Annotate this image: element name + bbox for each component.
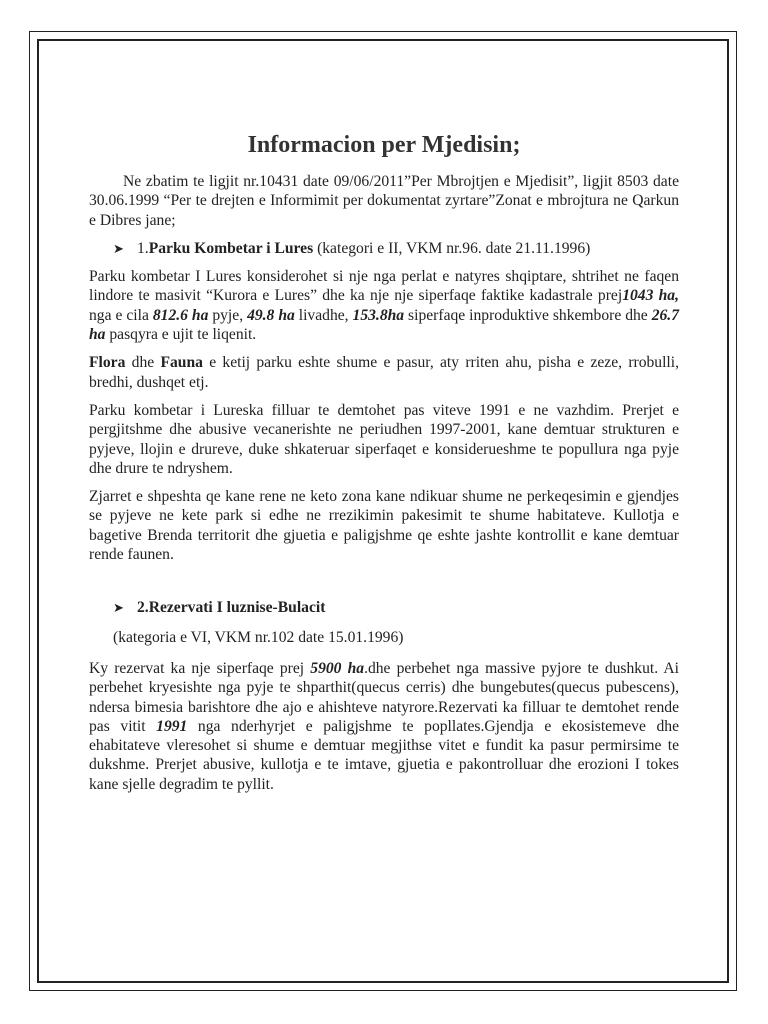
document-body — [89, 130, 679, 794]
section1-paragraph-2: Flora dhe Fauna e ketij parku eshte shume e pasur, aty rriten ahu, pisha e zeze, rrobulli, bredhi, dushqet etj. — [89, 354, 679, 391]
section2-heading — [113, 598, 679, 617]
arrow-bullet-icon: ➤ — [113, 240, 124, 256]
section2-name: 2.Rezervati I luznise-Bulacit — [137, 599, 326, 617]
section1-detail: (kategori e II, VKM nr.96. date 21.11.1996) — [313, 239, 591, 257]
section1-paragraph-3: Parku kombetar i Lureska filluar te demtohet pas viteve 1991 e ne vazhdim. Prerjet e pergjitshme dhe abusive vecanerishte ne periudhen 1997-2001, kane demtuar strukturen e pyjeve, llojin e drureve, duke shkateruar siperfaqet e konsiderueshme te popullura nga pyje dhe drure te ndryshem. — [89, 401, 679, 477]
section1-number: 1. — [137, 239, 149, 257]
section2-paragraph-1: Ky rezervat ka nje siperfaqe prej 5900 ha.dhe perbehet nga massive pyjore te dushkut. Ai perbehet kryesishte nga pyje te shparthit(quecus cerris) dhe bungebutes(quecus pubescens), ndersa bimesia barishtore dhe ajo e ahishteve natyrore.Rezervati ka filluar te demtohet rende pas vitit 1991 nga nderhyrjet e paligjshme te popllates.Gjendja e ekosistemeve dhe ehabitateve vleresohet si shume e demtuar megjithse vitet e fundit ka pasur permirsime te dukshme. Prerjet abusive, kullotja e te imtave, gjuetia e pakontrolluar dhe erozioni I tokes kane sjelle degradim te pyllit. — [89, 659, 679, 793]
arrow-bullet-icon: ➤ — [113, 600, 124, 616]
section1-heading — [113, 239, 679, 258]
section1-paragraph-1: Parku kombetar I Lures konsiderohet si nje nga perlat e natyres shqiptare, shtrihet ne faqen lindore te masivit “Kurora e Lures” dhe ka nje nje siperfaqe faktike kadastrale prej1043 ha, nga e cila 812.6 ha pyje, 49.8 ha livadhe, 153.8ha siperfaqe inproduktive shkembore dhe 26.7 ha pasqyra e ujit te liqenit. — [89, 268, 679, 344]
intro-paragraph: Ne zbatim te ligjit nr.10431 date 09/06/2011”Per Mbrojtjen e Mjedisit”, ligjit 8503 date 30.06.1999 “Per te drejten e Informimit per dokumentat zyrtare”Zonat e mbrojtura ne Qarkun e Dibres jane; — [89, 173, 679, 229]
section2-detail: (kategoria e VI, VKM nr.102 date 15.01.1996) — [113, 628, 404, 646]
section1-name: Parku Kombetar i Lures — [148, 239, 314, 257]
section1-paragraph-4: Zjarret e shpeshta qe kane rene ne keto zona kane ndikuar shume ne perkeqesimin e gjendjes se pyjeve ne kete park si edhe ne rrezikimin pakesimit te shume habitateve. Kullotja e bagetive Brenda territorit dhe gjuetia e paligjshme qe eshte jashte kontrollit e kane demtuar rende faunen. — [89, 488, 679, 564]
page-title: Informacion per Mjedisin; — [247, 132, 521, 158]
